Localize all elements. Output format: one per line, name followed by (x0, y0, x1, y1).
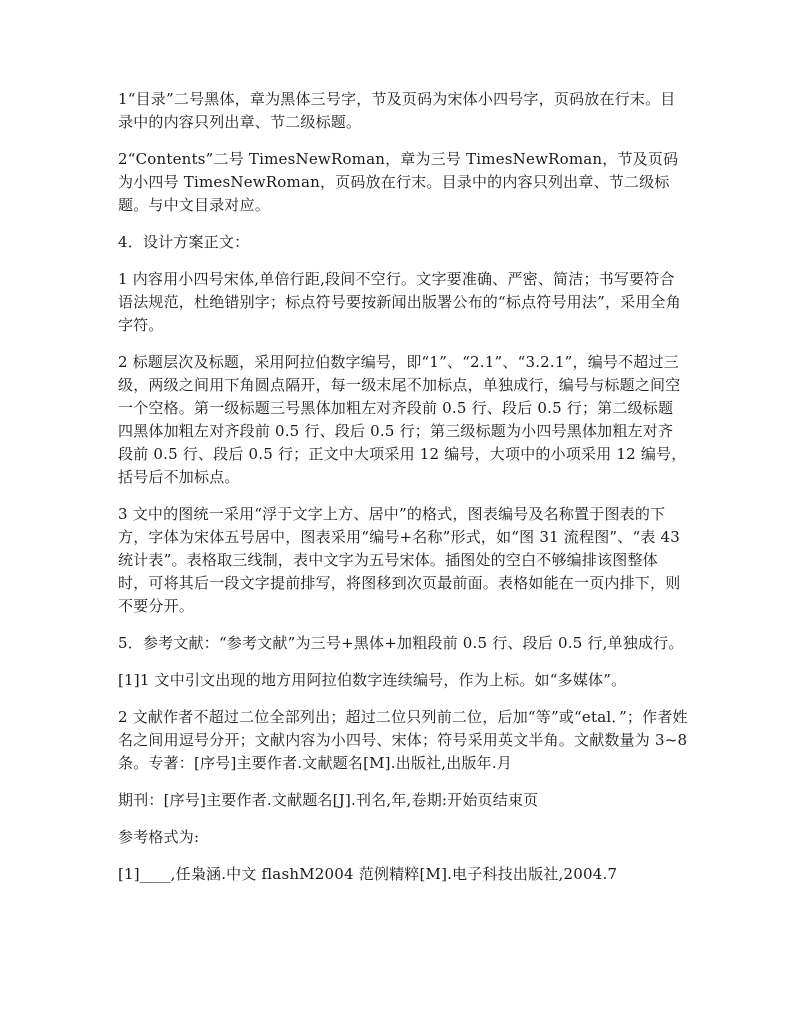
paragraph-citation-numbering: [1]1 文中引文出现的地方用阿拉伯数字连续编号，作为上标。如“多媒体”。 (118, 671, 627, 689)
paragraph-body-text-rules: 1 内容用小四号宋体,单倍行距,段间不空行。文字要准确、严密、简洁；书写要符合语法规范，杜绝错别字；标点符号要按新闻出版署公布的“标点符号用法”，采用全角字符。 (118, 270, 681, 334)
paragraph-journal-format: 期刊：[序号]主要作者.文献题名[J].刊名,年,卷期:开始页结束页 (118, 791, 539, 809)
section-heading-references: 5．参考文献：“参考文献”为三号+黑体+加粗段前 0.5 行、段后 0.5 行,单独成行。 (118, 634, 684, 652)
paragraph-heading-rules: 2 标题层次及标题，采用阿拉伯数字编号，即“1”、“2.1”、“3.2.1”，编号不超过三级，两级之间用下角圆点隔开，每一级末尾不加标点，单独成行，编号与标题之间空一个空格。第一级标题三号黑体加粗左对齐段前 0.5 行、段后 0.5 行；第二级标题四黑体加粗左对齐段前 0.5 行、段后 0.5 行；第三级标题为小四号黑体加粗左对齐段前 0.5 行、段后 0.5 行；正文中大项采用 12 编号，大项中的小项采用 12 编号，括号后不加标点。 (118, 353, 687, 486)
paragraph-toc-chinese: 1“目录”二号黑体，章为黑体三号字，节及页码为宋体小四号字，页码放在行末。目录中的内容只列出章、节二级标题。 (118, 90, 676, 131)
paragraph-reference-example: [1]____,任枭涵.中文 flashM2004 范例精粹[M].电子科技出版社,2004.7 (118, 865, 618, 883)
paragraph-format-intro: 参考格式为: (118, 828, 200, 846)
paragraph-reference-authors: 2 文献作者不超过二位全部列出；超过二位只列前二位，后加“等”或“etal．”；作者姓名之间用逗号分开；文献内容为小四号、宋体；符号采用英文半角。文献数量为 3~8 条。专著：[序号]主要作者.文献题名[M].出版社,出版年.月 (118, 708, 693, 772)
paragraph-figure-table-rules: 3 文中的图统一采用“浮于文字上方、居中”的格式，图表编号及名称置于图表的下方，字体为宋体五号居中，图表采用“编号+名称”形式，如“图 31 流程图”、“表 43 统计表”。表格取三线制，表中文字为五号宋体。插图处的空白不够编排该图整体时，可将其后一段文字提前排写，将图移到次页最前面。表格如能在一页内排下，则不要分开。 (118, 505, 685, 615)
section-heading-design-body: 4．设计方案正文： (118, 233, 250, 251)
document-body (118, 88, 693, 900)
paragraph-toc-english: 2“Contents”二号 TimesNewRoman，章为三号 TimesNewRoman，节及页码为小四号 TimesNewRoman，页码放在行末。目录中的内容只列出章、节二级标题。与中文目录对应。 (118, 150, 679, 214)
